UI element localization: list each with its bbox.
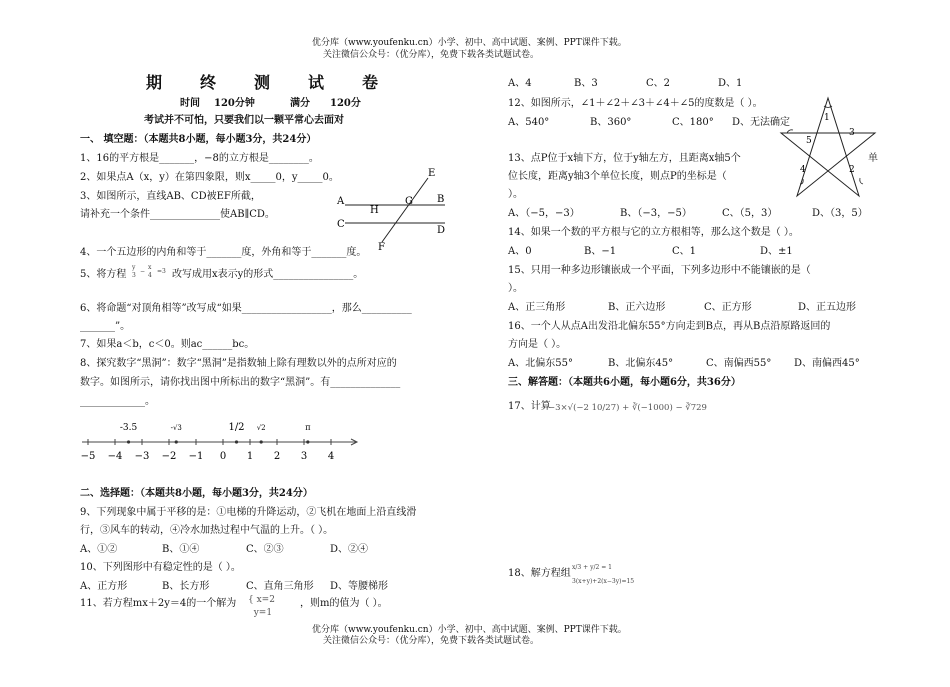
number-line-point-label: √2 — [256, 424, 266, 432]
number-line-tick-label: 4 — [327, 451, 335, 462]
q11-option-b: B、3 — [574, 78, 598, 89]
number-line-tick-label: −4 — [107, 451, 123, 462]
time-label: 时间 — [180, 98, 200, 109]
header-line-2: 关注微信公众号：（优分库），免费下载各类试题试卷。 — [323, 50, 540, 60]
fig-label-e: E — [428, 168, 436, 179]
question-3-line-1: 3、如图所示，直线AB、CD被EF所截， — [80, 191, 261, 202]
q11-option-a: A、4 — [508, 78, 532, 89]
question-6-line-2: _______”。 — [80, 321, 131, 332]
question-17: 17、计算 — [508, 401, 551, 412]
q16-option-a: A、北偏东55° — [508, 358, 573, 369]
question-14: 14、如果一个数的平方根与它的立方根相等，那么这个数是（ ）。 — [508, 227, 799, 238]
q12-option-d: D、无法确定 — [732, 117, 791, 128]
q13-option-c: C、（5，3） — [722, 208, 778, 219]
q11-option-d: D、1 — [718, 78, 743, 89]
number-line-tick-label: 3 — [300, 451, 308, 462]
number-line-tick-label: 1 — [246, 451, 254, 462]
q9-option-d: D、②④ — [330, 544, 369, 555]
question-12: 12、如图所示，∠1＋∠2＋∠3＋∠4＋∠5的度数是（ ）。 — [508, 98, 763, 109]
question-16-line-1: 16、一个人从点A出发沿北偏东55°方向走到B点，再从B点沿原路返回的 — [508, 321, 831, 332]
q17-expression: −3×√(−2 10/27) + ∛(−1000) − ∛729 — [548, 403, 707, 413]
q13-option-a: A、（−5，−3） — [508, 208, 580, 219]
question-13-line-2: 位长度，距离y轴3个单位长度，则点P的坐标是（ — [508, 171, 727, 182]
q16-option-d: D、南偏西45° — [794, 358, 860, 369]
header-line-1: 优分库（www.youfenku.cn）小学、初中、高中试题、案例、PPT课件下载。 — [312, 38, 627, 48]
page-title: 期终测试卷 — [146, 73, 417, 92]
question-16-line-2: 方向是（ ）。 — [508, 339, 567, 350]
q13-option-b: B、（−3，−5） — [620, 208, 692, 219]
question-15-line-2: ）。 — [508, 283, 523, 294]
score-value: 120分 — [330, 98, 361, 109]
q10-option-c: C、直角三角形 — [246, 581, 314, 592]
number-line-point-label: -√3 — [170, 424, 182, 432]
score-label: 满分 — [290, 98, 310, 109]
fig-label-b: B — [437, 194, 445, 205]
question-15-line-1: 15、只用一种多边形镶嵌成一个平面，下列多边形中不能镶嵌的是（ — [508, 265, 811, 276]
q15-option-b: B、正六边形 — [608, 302, 666, 313]
fig-label-h: H — [370, 205, 379, 216]
number-line-tick-label: −3 — [134, 451, 150, 462]
q12-option-b: B、360° — [590, 117, 632, 128]
number-line-tick-label: 0 — [219, 451, 227, 462]
question-9-line-1: 9、下列现象中属于平移的是：①电梯的升降运动，②飞机在地面上沿直线滑 — [80, 507, 417, 518]
q14-option-d: D、±1 — [760, 246, 793, 257]
footer-line-2: 关注微信公众号：（优分库），免费下载各类试题试卷。 — [323, 636, 540, 646]
star-label-2: 2 — [849, 165, 855, 175]
question-1: 1、16的平方根是_______，−8的立方根是________。 — [80, 153, 319, 164]
question-8-line-2: 数字。如图所示，请你找出图中所标出的数字“黑洞”。有______________ — [80, 377, 401, 388]
star-label-4: 4 — [800, 165, 806, 175]
q12-option-a: A、540° — [508, 117, 550, 128]
number-line-tick-label: −1 — [188, 451, 204, 462]
number-line-point-label: -3.5 — [119, 423, 138, 433]
q12-option-c: C、180° — [672, 117, 714, 128]
question-11-start: 11、若方程mx＋2y＝4的一个解为 — [80, 598, 237, 609]
question-5-start: 5、将方程 — [80, 269, 127, 280]
question-18: 18、解方程组 — [508, 568, 571, 579]
motto: 考试并不可怕，只要我们以一颗平常心去面对 — [144, 115, 344, 126]
q11-solution-brace: { x=2 y=1 — [248, 595, 275, 618]
q10-option-b: B、长方形 — [162, 581, 210, 592]
question-9-line-2: 行，③风车的转动，④冷水加热过程中气温的上升。（ ）。 — [80, 525, 334, 536]
footer-line-1: 优分库（www.youfenku.cn）小学、初中、高中试题、案例、PPT课件下载。 — [312, 625, 627, 635]
q15-option-c: C、正方形 — [704, 302, 752, 313]
number-line-tick-label: 2 — [273, 451, 281, 462]
question-7: 7、如果a＜b，c＜0。则ac______bc。 — [80, 339, 255, 350]
q13-option-d: D、（3，5） — [812, 208, 868, 219]
question-2: 2、如果点A（x，y）在第四象限，则x_____0，y_____0。 — [80, 172, 339, 183]
number-line-tick-label: −5 — [80, 451, 96, 462]
q10-option-a: A、正方形 — [80, 581, 128, 592]
section1-heading: 一、 填空题：（本题共8小题，每小题3分，共24分） — [80, 134, 317, 145]
fig-label-g: G — [405, 196, 413, 207]
question-10: 10、下列图形中有稳定性的是（ ）。 — [80, 562, 241, 573]
question-8-line-3: _____________。 — [80, 396, 155, 407]
fig-label-f: F — [378, 242, 385, 253]
q11-option-c: C、2 — [646, 78, 671, 89]
question-8-line-1: 8、探究数字“黑洞”：数字“黑洞”是指数轴上除有理数以外的点所对应的 — [80, 358, 397, 369]
fig-label-d: D — [437, 225, 446, 236]
section2-heading: 二、选择题：（本题共8小题，每小题3分，共24分） — [80, 488, 313, 499]
q9-option-a: A、①② — [80, 544, 118, 555]
q10-option-d: D、等腰梯形 — [330, 581, 389, 592]
q16-option-c: C、南偏西55° — [706, 358, 772, 369]
q18-equation-2: 3(x+y)+2(x−3y)=15 — [572, 578, 635, 585]
q14-option-b: B、−1 — [584, 246, 617, 257]
star-label-3: 3 — [849, 128, 855, 138]
q15-option-a: A、正三角形 — [508, 302, 566, 313]
q14-option-a: A、0 — [508, 246, 532, 257]
question-13-tail: 单 — [868, 153, 878, 164]
section3-heading: 三、解答题：（本题共6小题，每小题6分，共36分） — [508, 377, 741, 388]
fig-label-c: C — [337, 219, 345, 230]
star-label-5: 5 — [806, 136, 812, 146]
question-11-end: ，则m的值为（ ）。 — [300, 598, 388, 609]
star-label-1: 1 — [824, 113, 830, 123]
q5-equation-x: x 4 — [148, 264, 152, 279]
number-line-point-label: 1/2 — [228, 422, 245, 433]
q9-option-c: C、②③ — [246, 544, 284, 555]
q18-equation-1: x/3 + y/2 = 1 — [572, 564, 612, 571]
q14-option-c: C、1 — [672, 246, 697, 257]
q15-option-d: D、正五边形 — [798, 302, 857, 313]
fig-label-a: A — [337, 196, 345, 207]
question-3-line-2: 请补充一个条件______________使AB∥CD。 — [80, 209, 275, 220]
q16-option-b: B、北偏东45° — [608, 358, 674, 369]
question-5-end: 改写成用x表示y的形式________________。 — [172, 269, 364, 280]
question-13-line-1: 13、点P位于x轴下方，位于y轴左方，且距离x轴5个 — [508, 153, 741, 164]
q5-equation-minus: − — [140, 268, 146, 275]
q9-option-b: B、①④ — [162, 544, 200, 555]
q5-equation-eq: =3 — [157, 268, 166, 275]
time-value: 120分钟 — [214, 98, 255, 109]
number-line-point-label: π — [305, 423, 311, 432]
question-13-line-3: ）。 — [508, 189, 523, 200]
q5-equation: y 3 — [132, 264, 136, 279]
question-4: 4、一个五边形的内角和等于_______度，外角和等于_______度。 — [80, 247, 367, 258]
number-line-tick-label: −2 — [161, 451, 177, 462]
question-6-line-1: 6、将命题“对顶角相等”改写成“如果__________________，那么__________ — [80, 303, 412, 314]
